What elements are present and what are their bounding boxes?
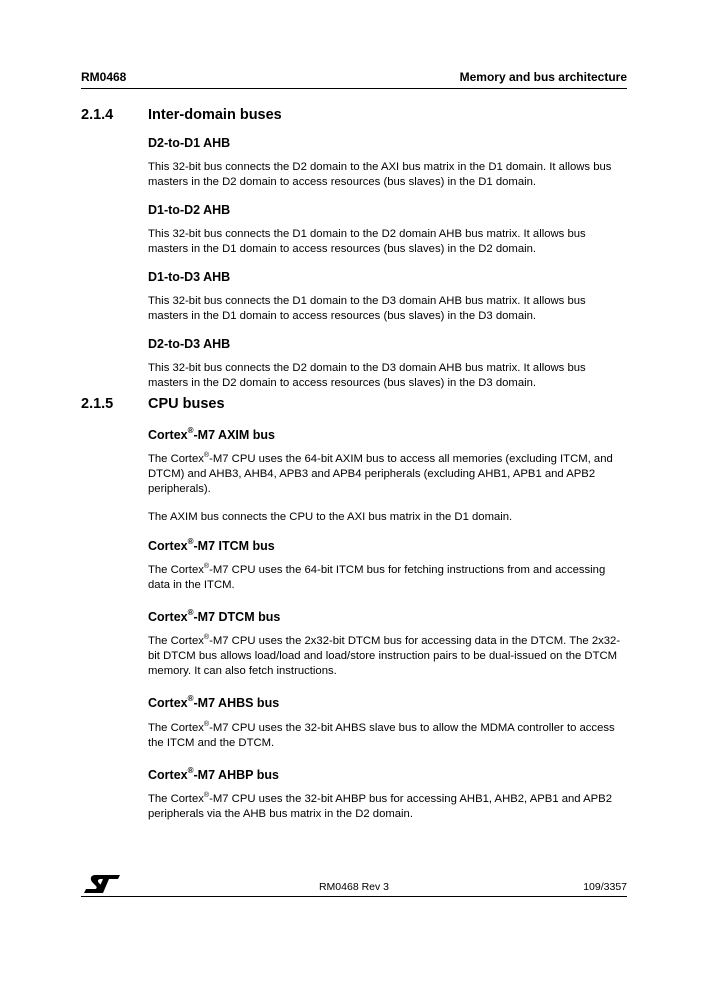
page-header <box>81 68 627 89</box>
subheading: D1-to-D2 AHB <box>148 203 231 217</box>
section-title: CPU buses <box>148 396 225 412</box>
paragraph: This 32-bit bus connects the D1 domain to the D3 domain AHB bus matrix. It allows bus masters in the D1 domain to access resources (bus slaves) in the D3 domain. <box>148 295 586 322</box>
paragraph: This 32-bit bus connects the D2 domain to the AXI bus matrix in the D1 domain. It allows bus masters in the D2 domain to access resources (bus slaves) in the D1 domain. <box>148 161 612 188</box>
section-body-2-1-5 <box>148 424 628 835</box>
section-number: 2.1.5 <box>81 396 114 412</box>
section-body-2-1-4 <box>148 136 628 404</box>
subheading: Cortex®-M7 AXIM bus <box>148 426 275 443</box>
paragraph: This 32-bit bus connects the D2 domain to the D3 domain AHB bus matrix. It allows bus masters in the D2 domain to access resources (bus slaves) in the D3 domain. <box>148 362 586 389</box>
revision: RM0468 Rev 3 <box>318 881 390 893</box>
subheading: Cortex®-M7 DTCM bus <box>148 608 281 625</box>
page-number: 109/3357 <box>583 881 627 893</box>
paragraph: The AXIM bus connects the CPU to the AXI bus matrix in the D1 domain. <box>148 511 513 524</box>
paragraph: This 32-bit bus connects the D1 domain to the D2 domain AHB bus matrix. It allows bus masters in the D1 domain to access resources (bus slaves) in the D2 domain. <box>148 228 586 255</box>
page-footer <box>81 872 627 897</box>
section-number: 2.1.4 <box>81 107 114 123</box>
doc-id: RM0468 <box>81 70 127 84</box>
subheading: Cortex®-M7 ITCM bus <box>148 537 275 554</box>
paragraph: The Cortex®-M7 CPU uses the 64-bit ITCM bus for fetching instructions from and accessing data in the ITCM. <box>148 563 606 592</box>
subheading: Cortex®-M7 AHBP bus <box>148 765 279 782</box>
subheading: D2-to-D3 AHB <box>148 337 231 351</box>
paragraph: The Cortex®-M7 CPU uses the 2x32-bit DTCM bus for accessing data in the DTCM. The 2x32-bit DTCM bus allows load/load and load/store instruction pairs to be dual-issued on the DTCM memory. It can also fetch instructions. <box>148 634 621 678</box>
chapter-title: Memory and bus architecture <box>459 70 627 84</box>
section-title: Inter-domain buses <box>148 107 282 123</box>
subheading: Cortex®-M7 AHBS bus <box>148 694 280 711</box>
paragraph: The Cortex®-M7 CPU uses the 32-bit AHBS slave bus to allow the MDMA controller to access the ITCM and the DTCM. <box>148 720 615 749</box>
paragraph: The Cortex®-M7 CPU uses the 64-bit AXIM bus to access all memories (excluding ITCM, and DTCM) and AHB3, AHB4, APB3 and APB4 peripherals (excluding AHB1, APB1 and APB2 peripherals). <box>148 452 613 496</box>
subheading: D2-to-D1 AHB <box>148 136 231 150</box>
subheading: D1-to-D3 AHB <box>148 270 231 284</box>
paragraph: The Cortex®-M7 CPU uses the 32-bit AHBP bus for accessing AHB1, AHB2, APB1 and APB2 peripherals via the AHB bus matrix in the D2 domain. <box>148 792 612 820</box>
